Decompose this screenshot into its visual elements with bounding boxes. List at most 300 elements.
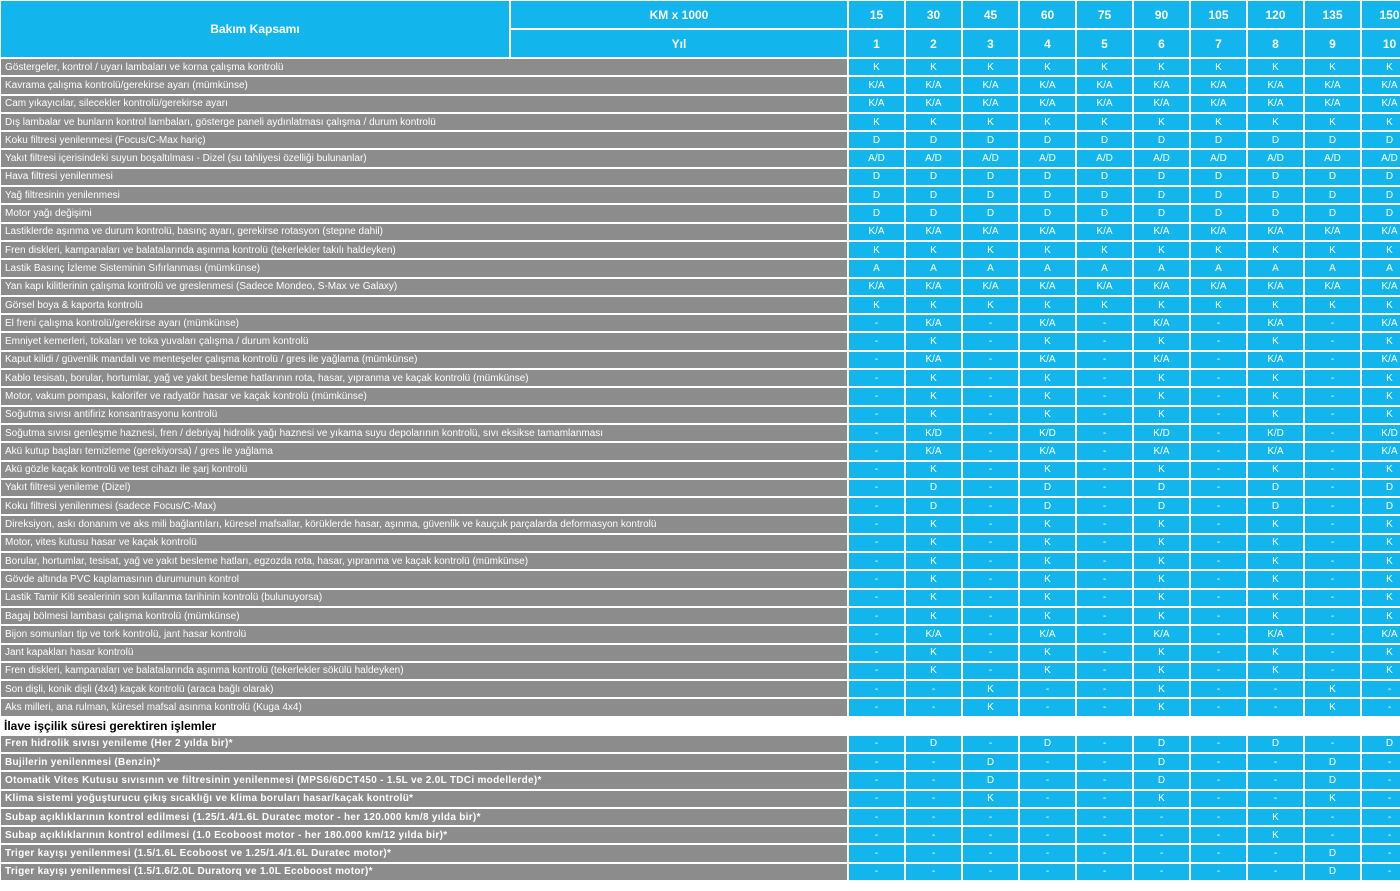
table-row — [1, 352, 1400, 368]
interval-cell: - — [1020, 681, 1075, 697]
interval-cell: K — [1134, 663, 1189, 679]
interval-cell: - — [849, 425, 904, 441]
interval-cell: A — [1305, 260, 1360, 276]
interval-cell: K/A — [849, 96, 904, 112]
km-header: 120 — [1248, 1, 1303, 28]
interval-cell: - — [1077, 791, 1132, 807]
table-row — [1, 791, 1400, 807]
interval-cell: K/A — [1248, 315, 1303, 331]
interval-cell: - — [1305, 333, 1360, 349]
interval-cell: - — [1077, 571, 1132, 587]
interval-cell: D — [1134, 187, 1189, 203]
interval-cell: - — [1077, 663, 1132, 679]
table-row — [1, 425, 1400, 441]
interval-cell: K/A — [1305, 77, 1360, 93]
interval-cell: - — [906, 791, 961, 807]
interval-cell: - — [1305, 498, 1360, 514]
interval-cell: - — [1191, 407, 1246, 423]
interval-cell: K/A — [1248, 96, 1303, 112]
table-row — [1, 699, 1400, 715]
interval-cell: K/A — [1134, 77, 1189, 93]
interval-cell: - — [906, 699, 961, 715]
interval-cell: - — [1191, 626, 1246, 642]
row-label: Bagaj bölmesi lambası çalışma kontrolü (mümkünse) — [1, 608, 847, 624]
interval-cell: K — [1362, 462, 1400, 478]
row-label: Subap açıklıklarının kontrol edilmesi (1.0 Ecoboost motor - her 180.000 km/12 yılda bir)* — [1, 827, 847, 843]
interval-cell: K — [906, 462, 961, 478]
interval-cell: K — [1134, 681, 1189, 697]
interval-cell: - — [1305, 626, 1360, 642]
km-header: 135 — [1305, 1, 1360, 28]
interval-cell: - — [1077, 809, 1132, 825]
interval-cell: K — [1362, 114, 1400, 130]
interval-cell: - — [1191, 425, 1246, 441]
interval-cell: K — [1077, 297, 1132, 313]
interval-cell: - — [1191, 498, 1246, 514]
interval-cell: K — [849, 297, 904, 313]
interval-cell: K — [1248, 608, 1303, 624]
interval-cell: K — [1362, 297, 1400, 313]
interval-cell: K — [906, 59, 961, 75]
interval-cell: K/A — [1134, 315, 1189, 331]
interval-cell: K/A — [1305, 96, 1360, 112]
table-row — [1, 333, 1400, 349]
km-header: 105 — [1191, 1, 1246, 28]
interval-cell: - — [1305, 516, 1360, 532]
interval-cell: D — [1134, 772, 1189, 788]
interval-cell: - — [1362, 699, 1400, 715]
interval-cell: - — [849, 663, 904, 679]
interval-cell: D — [1134, 736, 1189, 752]
interval-cell: K — [849, 114, 904, 130]
row-label: Lastiklerde aşınma ve durum kontrolü, basınç ayarı, gerekirse rotasyon (stepne dahil) — [1, 224, 847, 240]
interval-cell: K — [1248, 827, 1303, 843]
row-label: Akü gözle kaçak kontrolü ve test cihazı ile şarj kontrolü — [1, 462, 847, 478]
interval-cell: K/A — [1362, 352, 1400, 368]
interval-cell: - — [1191, 553, 1246, 569]
interval-cell: - — [1077, 553, 1132, 569]
interval-cell: - — [849, 498, 904, 514]
row-label: Bujilerin yenilenmesi (Benzin)* — [1, 754, 847, 770]
interval-cell: - — [1305, 590, 1360, 606]
interval-cell: K — [1134, 242, 1189, 258]
interval-cell: K — [1248, 462, 1303, 478]
interval-cell: D — [1305, 845, 1360, 861]
row-label: Triger kayışı yenilenmesi (1.5/1.6L Ecoboost ve 1.25/1.4/1.6L Duratec motor)* — [1, 845, 847, 861]
interval-cell: - — [1305, 352, 1360, 368]
interval-cell: K/D — [1020, 425, 1075, 441]
interval-cell: K — [1020, 663, 1075, 679]
interval-cell: - — [1077, 772, 1132, 788]
row-label: Gövde altında PVC kaplamasının durumunun kontrol — [1, 571, 847, 587]
interval-cell: K — [1134, 516, 1189, 532]
row-label: Klima sistemi yoğuşturucu çıkış sıcaklığı ve klima boruları hasar/kaçak kontrolü* — [1, 791, 847, 807]
interval-cell: D — [1191, 187, 1246, 203]
interval-cell: - — [1134, 809, 1189, 825]
interval-cell: - — [1248, 864, 1303, 880]
interval-cell: - — [1077, 388, 1132, 404]
row-label: Soğutma sıvısı antifiriz konsantrasyonu kontrolü — [1, 407, 847, 423]
table-row — [1, 535, 1400, 551]
interval-cell: K — [1248, 571, 1303, 587]
interval-cell: - — [1020, 827, 1075, 843]
interval-cell: K — [1020, 553, 1075, 569]
interval-cell: K/A — [1362, 626, 1400, 642]
interval-cell: K/D — [906, 425, 961, 441]
interval-cell: K — [1305, 242, 1360, 258]
interval-cell: - — [963, 827, 1018, 843]
interval-cell: - — [849, 516, 904, 532]
year-label: Yıl — [671, 36, 687, 51]
interval-cell: - — [1191, 462, 1246, 478]
interval-cell: - — [849, 864, 904, 880]
interval-cell: - — [1077, 535, 1132, 551]
interval-cell: A/D — [1134, 150, 1189, 166]
interval-cell: - — [963, 626, 1018, 642]
interval-cell: K — [1362, 608, 1400, 624]
interval-cell: D — [1020, 187, 1075, 203]
interval-cell: - — [849, 388, 904, 404]
year-header: 6 — [1134, 30, 1189, 57]
interval-cell: A — [1020, 260, 1075, 276]
interval-cell: K/A — [1020, 626, 1075, 642]
table-row — [1, 96, 1400, 112]
interval-cell: K — [1362, 59, 1400, 75]
interval-cell: K — [906, 407, 961, 423]
interval-cell: K — [1362, 590, 1400, 606]
row-label: Bijon somunları tip ve tork kontrolü, jant hasar kontrolü — [1, 626, 847, 642]
interval-cell: D — [1248, 205, 1303, 221]
interval-cell: - — [1077, 645, 1132, 661]
interval-cell: K — [1134, 791, 1189, 807]
interval-cell: K/A — [1191, 279, 1246, 295]
interval-cell: A/D — [1305, 150, 1360, 166]
row-label: Emniyet kemerleri, tokaları ve toka yuvaları çalışma / durum kontrolü — [1, 333, 847, 349]
interval-cell: K — [963, 791, 1018, 807]
interval-cell: - — [1191, 571, 1246, 587]
interval-cell: K — [906, 114, 961, 130]
interval-cell: K — [1362, 516, 1400, 532]
interval-cell: D — [1362, 132, 1400, 148]
km-header: 90 — [1134, 1, 1189, 28]
interval-cell: K — [1362, 370, 1400, 386]
interval-cell: K — [1077, 114, 1132, 130]
row-label: Hava filtresi yenilenmesi — [1, 169, 847, 185]
interval-cell: K/D — [1362, 425, 1400, 441]
row-label: Fren diskleri, kampanaları ve balatalarında aşınma kontrolü (tekerlekler takılı haldeyken) — [1, 242, 847, 258]
row-label: Borular, hortumlar, tesisat, yağ ve yakıt besleme hatları, egzozda rota, hasar, yıpranma ve kaçak kontrolü (mümkünse) — [1, 553, 847, 569]
interval-cell: - — [1191, 388, 1246, 404]
interval-cell: K/A — [1020, 77, 1075, 93]
interval-cell: K/A — [1191, 77, 1246, 93]
interval-cell: - — [1077, 754, 1132, 770]
interval-cell: - — [849, 645, 904, 661]
interval-cell: D — [1020, 480, 1075, 496]
interval-cell: - — [1191, 681, 1246, 697]
interval-cell: K — [1134, 333, 1189, 349]
table-row — [1, 626, 1400, 642]
interval-cell: K — [1134, 407, 1189, 423]
interval-cell: - — [1077, 626, 1132, 642]
interval-cell: K/A — [1134, 443, 1189, 459]
interval-cell: K — [1020, 535, 1075, 551]
interval-cell: K — [1020, 645, 1075, 661]
interval-cell: K — [849, 59, 904, 75]
interval-cell: - — [849, 608, 904, 624]
interval-cell: - — [1248, 754, 1303, 770]
interval-cell: - — [849, 681, 904, 697]
interval-cell: K — [1020, 370, 1075, 386]
interval-cell: K/A — [1248, 443, 1303, 459]
interval-cell: K — [1134, 571, 1189, 587]
interval-cell: K — [1020, 516, 1075, 532]
interval-cell: K — [1134, 114, 1189, 130]
interval-cell: - — [1134, 864, 1189, 880]
interval-cell: D — [1248, 169, 1303, 185]
interval-cell: D — [1305, 132, 1360, 148]
year-header: 1 — [849, 30, 904, 57]
interval-cell: K — [1077, 59, 1132, 75]
interval-cell: - — [1077, 590, 1132, 606]
table-row — [1, 516, 1400, 532]
row-label: Jant kapakları hasar kontrolü — [1, 645, 847, 661]
interval-cell: - — [1077, 699, 1132, 715]
interval-cell: - — [849, 736, 904, 752]
interval-cell: - — [1191, 315, 1246, 331]
interval-cell: - — [849, 352, 904, 368]
interval-cell: K — [1191, 114, 1246, 130]
interval-cell: K/A — [906, 96, 961, 112]
table-row — [1, 645, 1400, 661]
interval-cell: K/A — [1020, 224, 1075, 240]
interval-cell: - — [1305, 462, 1360, 478]
km-header: 30 — [906, 1, 961, 28]
table-row — [1, 864, 1400, 880]
row-label: Cam yıkayıcılar, silecekler kontrolü/gerekirse ayarı — [1, 96, 847, 112]
interval-cell: D — [1020, 498, 1075, 514]
row-label: Motor, vakum pompası, kalorifer ve radyatör hasar ve kaçak kontrolü (mümkünse) — [1, 388, 847, 404]
row-label: Görsel boya & kaporta kontrolü — [1, 297, 847, 313]
interval-cell: K — [963, 59, 1018, 75]
interval-cell: - — [963, 608, 1018, 624]
interval-cell: K — [1248, 645, 1303, 661]
interval-cell: D — [1305, 205, 1360, 221]
row-label: Yağ filtresinin yenilenmesi — [1, 187, 847, 203]
table-row — [1, 590, 1400, 606]
interval-cell: - — [963, 535, 1018, 551]
interval-cell: D — [1134, 205, 1189, 221]
interval-cell: - — [1305, 370, 1360, 386]
interval-cell: A/D — [849, 150, 904, 166]
interval-cell: - — [849, 535, 904, 551]
interval-cell: - — [1191, 736, 1246, 752]
table-row — [1, 663, 1400, 679]
interval-cell: K/A — [1134, 279, 1189, 295]
interval-cell: K/A — [849, 77, 904, 93]
interval-cell: K/A — [1362, 96, 1400, 112]
row-label: Göstergeler, kontrol / uyarı lambaları ve korna çalışma kontrolü — [1, 59, 847, 75]
table-row — [1, 279, 1400, 295]
interval-cell: - — [1305, 443, 1360, 459]
interval-cell: K — [1248, 242, 1303, 258]
interval-cell: D — [906, 736, 961, 752]
interval-cell: - — [1305, 827, 1360, 843]
interval-cell: - — [1191, 791, 1246, 807]
interval-cell: K — [1020, 114, 1075, 130]
interval-cell: K/A — [906, 279, 961, 295]
interval-cell: K — [1020, 333, 1075, 349]
interval-cell: K — [1134, 59, 1189, 75]
interval-cell: K — [1248, 553, 1303, 569]
interval-cell: - — [1191, 754, 1246, 770]
interval-cell: A/D — [963, 150, 1018, 166]
row-label: Otomatik Vites Kutusu sıvısının ve filtresinin yenilenmesi (MPS6/6DCT450 - 1.5L ve 2.0L TDCi modellerde)* — [1, 772, 847, 788]
interval-cell: D — [906, 205, 961, 221]
interval-cell: K — [906, 242, 961, 258]
interval-cell: - — [963, 645, 1018, 661]
km-header: 45 — [963, 1, 1018, 28]
interval-cell: - — [1191, 333, 1246, 349]
interval-cell: - — [1248, 772, 1303, 788]
interval-cell: K/A — [849, 279, 904, 295]
interval-cell: D — [849, 187, 904, 203]
row-label: Lastik Basınç İzleme Sisteminin Sıfırlanması (mümkünse) — [1, 260, 847, 276]
extra-section — [1, 718, 1400, 734]
interval-cell: K/A — [963, 96, 1018, 112]
interval-cell: - — [1305, 388, 1360, 404]
interval-cell: K/D — [1134, 425, 1189, 441]
interval-cell: D — [963, 187, 1018, 203]
interval-cell: K/A — [906, 443, 961, 459]
interval-cell: K/A — [1134, 352, 1189, 368]
table-row — [1, 77, 1400, 93]
interval-cell: - — [1191, 608, 1246, 624]
interval-cell: K — [1134, 297, 1189, 313]
interval-cell: - — [1134, 827, 1189, 843]
interval-cell: - — [906, 772, 961, 788]
row-label: Triger kayışı yenilenmesi (1.5/1.6/2.0L Duratorq ve 1.0L Ecoboost motor)* — [1, 864, 847, 880]
interval-cell: A/D — [1020, 150, 1075, 166]
interval-cell: - — [849, 407, 904, 423]
interval-cell: K/A — [1248, 626, 1303, 642]
year-header: 4 — [1020, 30, 1075, 57]
interval-cell: K/A — [1020, 352, 1075, 368]
interval-cell: D — [1248, 187, 1303, 203]
table-row — [1, 169, 1400, 185]
interval-cell: D — [906, 132, 961, 148]
interval-cell: K/A — [1305, 224, 1360, 240]
interval-cell: - — [1191, 809, 1246, 825]
table-row — [1, 772, 1400, 788]
interval-cell: D — [1077, 205, 1132, 221]
row-label: Yakıt filtresi içerisindeki suyun boşaltılması - Dizel (su tahliyesi özelliği bulunanlar) — [1, 150, 847, 166]
interval-cell: D — [1248, 736, 1303, 752]
row-label: Aks milleri, ana rulman, küresel mafsal asınma kontrolü (Kuga 4x4) — [1, 699, 847, 715]
interval-cell: - — [1020, 754, 1075, 770]
interval-cell: K — [906, 370, 961, 386]
interval-cell: D — [1248, 498, 1303, 514]
interval-cell: D — [1305, 754, 1360, 770]
interval-cell: - — [1077, 516, 1132, 532]
interval-cell: - — [1191, 645, 1246, 661]
interval-cell: D — [1191, 169, 1246, 185]
interval-cell: A/D — [1077, 150, 1132, 166]
interval-cell: K/A — [1020, 96, 1075, 112]
interval-cell: A/D — [1191, 150, 1246, 166]
interval-cell: K — [1362, 571, 1400, 587]
interval-cell: D — [1191, 132, 1246, 148]
interval-cell: - — [1077, 608, 1132, 624]
interval-cell: - — [1362, 791, 1400, 807]
row-label: Yan kapı kilitlerinin çalışma kontrolü ve greslenmesi (Sadece Mondeo, S-Max ve Galaxy) — [1, 279, 847, 295]
maintenance-rows — [1, 59, 1400, 716]
table-header — [1, 1, 1400, 57]
interval-cell: - — [1077, 352, 1132, 368]
interval-cell: K/A — [1305, 279, 1360, 295]
interval-cell: D — [906, 187, 961, 203]
interval-cell: K/A — [849, 224, 904, 240]
interval-cell: K/D — [1248, 425, 1303, 441]
interval-cell: D — [1077, 187, 1132, 203]
interval-cell: - — [1191, 663, 1246, 679]
table-row — [1, 242, 1400, 258]
year-header: 7 — [1191, 30, 1246, 57]
interval-cell: K/A — [1362, 279, 1400, 295]
interval-cell: D — [1020, 205, 1075, 221]
row-label: Koku filtresi yenilenmesi (Focus/C-Max hariç) — [1, 132, 847, 148]
interval-cell: - — [963, 462, 1018, 478]
interval-cell: D — [849, 205, 904, 221]
table-row — [1, 297, 1400, 313]
interval-cell: K — [1248, 535, 1303, 551]
interval-cell: K/A — [906, 315, 961, 331]
interval-cell: D — [1362, 187, 1400, 203]
interval-cell: A — [1134, 260, 1189, 276]
interval-cell: K — [906, 297, 961, 313]
interval-cell: - — [1191, 352, 1246, 368]
interval-cell: - — [963, 333, 1018, 349]
interval-cell: - — [1020, 791, 1075, 807]
interval-cell: - — [963, 590, 1018, 606]
interval-cell: - — [849, 827, 904, 843]
interval-cell: K — [1362, 333, 1400, 349]
interval-cell: K — [1248, 388, 1303, 404]
interval-cell: - — [1305, 315, 1360, 331]
interval-cell: - — [1191, 480, 1246, 496]
interval-cell: - — [1362, 864, 1400, 880]
interval-cell: D — [963, 169, 1018, 185]
table-row — [1, 388, 1400, 404]
interval-cell: - — [1305, 553, 1360, 569]
row-label: Subap açıklıklarının kontrol edilmesi (1.25/1.4/1.6L Duratec motor - her 120.000 km/8 yılda bir)* — [1, 809, 847, 825]
interval-cell: K/A — [963, 279, 1018, 295]
interval-cell: K/A — [906, 77, 961, 93]
interval-cell: - — [849, 626, 904, 642]
table-row — [1, 260, 1400, 276]
interval-cell: D — [963, 772, 1018, 788]
interval-cell: - — [1020, 699, 1075, 715]
interval-cell: K — [906, 553, 961, 569]
bakim-kapsami-title: Bakım Kapsamı — [210, 22, 300, 36]
interval-cell: D — [1077, 169, 1132, 185]
row-label: Fren hidrolik sıvısı yenileme (Her 2 yılda bir)* — [1, 736, 847, 752]
interval-cell: - — [1077, 736, 1132, 752]
interval-cell: K/A — [1020, 443, 1075, 459]
row-label: Kavrama çalışma kontrolü/gerekirse ayarı (mümkünse) — [1, 77, 847, 93]
interval-cell: D — [906, 480, 961, 496]
interval-cell: K/A — [963, 77, 1018, 93]
interval-cell: - — [963, 809, 1018, 825]
